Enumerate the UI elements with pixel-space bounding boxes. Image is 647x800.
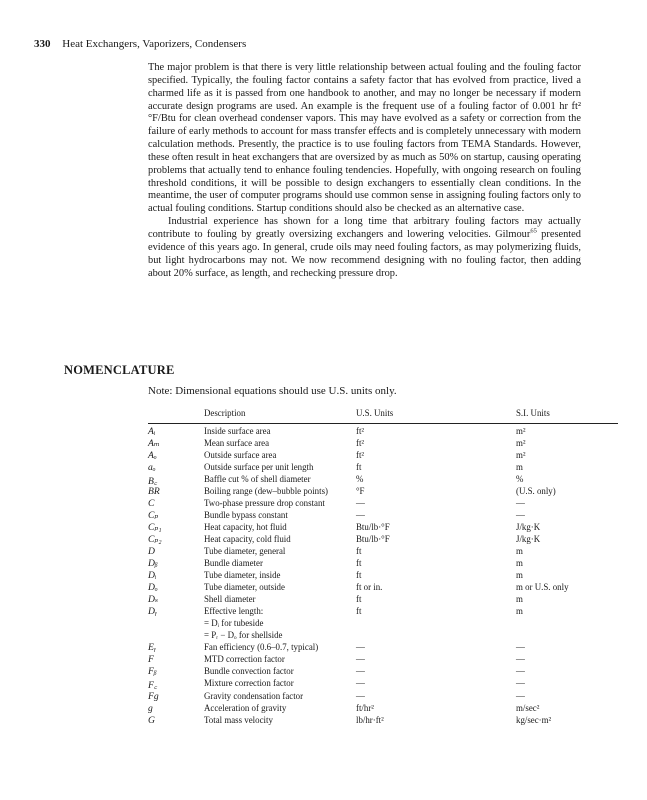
table-body [148,424,618,725]
row-symbol: F [148,654,154,666]
row-si-units: m [516,545,523,556]
row-description: Acceleration of gravity [204,702,287,713]
row-us-units: — [356,666,365,677]
row-us-units: °F [356,485,365,496]
row-us-units: ft [356,570,362,581]
row-description: Fan efficiency (0.6–0.7, typical) [204,642,319,653]
row-us-units: — [356,690,365,701]
table-row [148,641,618,653]
row-us-units: ft or in. [356,582,383,593]
row-si-units: J/kg·K [516,533,541,544]
row-description: = Pᵣ − Dₒ for shellside [204,630,283,641]
row-description: Effective length: [204,606,264,617]
table-row [148,484,618,496]
row-symbol: Dᵧ [148,606,158,618]
row-description: = Dᵢ for tubeside [204,618,264,629]
table-row [148,713,618,725]
row-description: Outside surface per unit length [204,461,314,472]
table-row [148,689,618,701]
row-symbol: Aᵢ [148,425,156,437]
row-symbol: Fg [148,690,159,702]
row-description: Heat capacity, hot fluid [204,521,287,532]
row-si-units: — [516,690,525,701]
row-us-units: ft² [356,425,365,436]
row-description: Shell diameter [204,594,256,605]
row-us-units: ft² [356,449,365,460]
row-si-units: m [516,606,523,617]
row-symbol: C [148,497,155,509]
row-description: Bundle bypass constant [204,509,288,520]
row-us-units: Btu/lb·°F [356,533,390,544]
row-description: Total mass velocity [204,714,273,725]
row-symbol: Cₚ₁ [148,521,162,533]
row-si-units: — [516,666,525,677]
row-us-units: ft [356,606,362,617]
row-description: Tube diameter, general [204,545,286,556]
row-si-units: — [516,497,525,508]
row-symbol: Cₚ₂ [148,533,162,545]
row-description: Inside surface area [204,425,271,436]
row-us-units: ft [356,545,362,556]
table-row [148,460,618,472]
row-symbol: Aₒ [148,449,157,461]
row-si-units: m² [516,449,526,460]
row-description: Tube diameter, outside [204,582,285,593]
row-symbol: Cₚ [148,509,159,521]
row-us-units: ft [356,594,362,605]
table-row [148,665,618,677]
table-row [148,472,618,487]
row-si-units: m [516,461,523,472]
row-us-units: lb/hr·ft² [356,714,384,725]
row-symbol: g [148,702,153,714]
row-si-units: m or U.S. only [516,582,569,593]
row-si-units: m [516,570,523,581]
paragraph-1: The major problem is that there is very little relationship between actual fouling and the fouling factor specified. Typically, the fouling factor contains a safety factor that has evolved from practice, lived a charmed life as it is passed from one handbook to another, and may no longer be necessary if modern accurate design programs are used. An example is the frequent use of a fouling factor of 0.001 hr ft² °F/Btu for clean overhead condenser vapors. This may have evolved as a safety or correction from the failure of early methods to account for mass transfer effects and is completely unnecessary with modern calculation methods. Presently, the practice is to use fouling factors from TEMA Standards. However, these often result in heat exchangers that are oversized by as much as 50% on startup, causing operating problems that actually tend to enhance fouling tendencies. Hopefully, with ongoing research on fouling threshold conditions, it will be possible to design exchangers to essentially clean conditions. In the meantime, the user of computer programs should use common sense in assigning fouling factors only to actual fouling conditions. Startup conditions should also be checked as an alternative case. [148,62,581,215]
row-us-units: — [356,509,365,520]
row-si-units: m² [516,425,526,436]
table-row [148,508,618,520]
row-si-units: m² [516,437,526,448]
nomenclature-heading: NOMENCLATURE [64,363,175,377]
paragraph-2 [148,216,581,280]
table-row [148,617,618,629]
header-description: Description [204,408,246,418]
row-us-units: ft² [356,437,365,448]
row-description: Boiling range (dew–bubble points) [204,485,328,496]
table-row [148,629,618,641]
table-row [148,581,618,593]
running-header [34,38,246,50]
row-si-units: % [516,473,524,484]
row-si-units: — [516,509,525,520]
nomenclature-note: Note: Dimensional equations should use U.S. units only. [148,385,397,397]
row-description: Gravity condensation factor [204,690,304,701]
row-us-units: ft/hr² [356,702,374,713]
nomenclature-table [148,408,618,725]
row-description: Bundle convection factor [204,666,294,677]
table-row [148,677,618,692]
table-row [148,605,618,617]
row-symbol: Dᵢ [148,570,157,582]
row-si-units: (U.S. only) [516,485,556,496]
row-us-units: — [356,678,365,689]
table-row [148,532,618,544]
row-description: Mixture correction factor [204,678,294,689]
row-si-units: — [516,654,525,665]
row-symbol: Dₒ [148,582,158,594]
table-row [148,448,618,460]
row-si-units: — [516,678,525,689]
table-row [148,557,618,569]
row-si-units: J/kg·K [516,521,541,532]
row-description: Baffle cut % of shell diameter [204,473,311,484]
row-symbol: aₒ [148,461,156,473]
row-description: Outside surface area [204,449,277,460]
row-si-units: m [516,594,523,605]
table-row [148,520,618,532]
row-us-units: — [356,642,365,653]
row-symbol: D [148,545,155,557]
paragraph-2-text-cont: presented evidence of this years ago. In general, crude oils may need fouling factors, as may polymerizing fluids, but light hydrocarbons may not. We now recommend designing with no fouling factor, then adding about 20% surface, as length, and rechecking pressure drop. [148,228,581,279]
row-symbol: BR [148,485,160,497]
table-header [148,408,618,422]
row-si-units: m [516,558,523,569]
table-row [148,569,618,581]
reference-superscript: 65 [530,227,537,235]
row-us-units: % [356,473,364,484]
row-description: Two-phase pressure drop constant [204,497,325,508]
row-us-units: ft [356,558,362,569]
table-row [148,653,618,665]
row-symbol: Eᵧ [148,642,157,654]
row-us-units: — [356,654,365,665]
body-text [148,62,581,280]
row-us-units: ft [356,461,362,472]
row-symbol: Dᵦ [148,558,158,570]
row-symbol: B꜀ [148,475,158,487]
table-row [148,544,618,556]
table-row [148,701,618,713]
table-row [148,424,618,436]
row-description: Bundle diameter [204,558,263,569]
row-si-units: kg/sec·m² [516,714,552,725]
table-row [148,593,618,605]
row-symbol: G [148,714,155,726]
table-row [148,436,618,448]
row-description: Heat capacity, cold fluid [204,533,291,544]
row-description: MTD correction factor [204,654,285,665]
table-row [148,496,618,508]
header-si-units: S.I. Units [516,408,550,418]
header-us-units: U.S. Units [356,408,394,418]
row-symbol: F꜀ [148,680,158,692]
row-us-units: Btu/lb·°F [356,521,390,532]
row-si-units: — [516,642,525,653]
row-si-units: m/sec² [516,702,540,713]
row-symbol: Fᵦ [148,666,157,678]
row-description: Mean surface area [204,437,270,448]
running-title: Heat Exchangers, Vaporizers, Condensers [62,38,247,50]
row-description: Tube diameter, inside [204,570,281,581]
row-symbol: Aₘ [148,437,160,449]
paragraph-2-text: Industrial experience has shown for a long time that arbitrary fouling factors may actually contribute to fouling by greatly oversizing exchangers and lowering velocities. Gilmour [148,216,581,240]
row-symbol: Dₛ [148,594,159,606]
row-us-units: — [356,497,365,508]
page-number: 330 [34,38,51,50]
